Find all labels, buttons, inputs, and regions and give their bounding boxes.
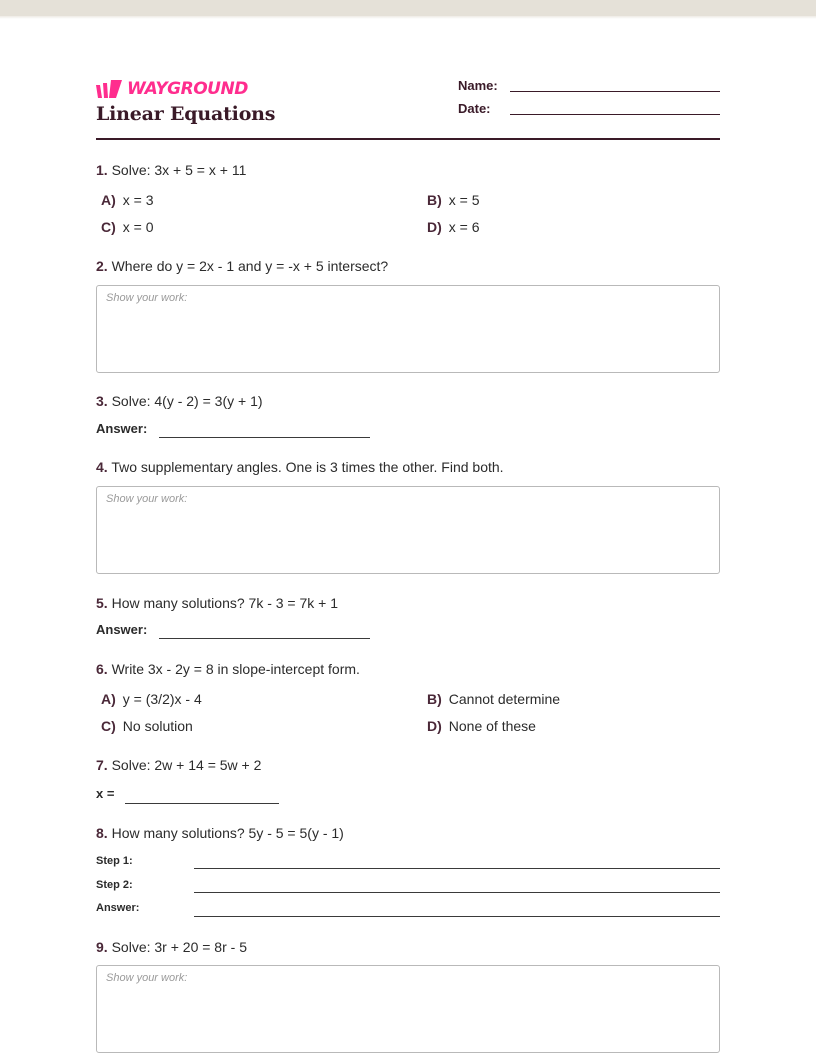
option-a[interactable] — [101, 691, 202, 707]
question-number: 8. — [96, 825, 108, 841]
brand-logo — [96, 78, 248, 100]
question-text: Solve: 2w + 14 = 5w + 2 — [111, 757, 262, 773]
question-number: 4. — [96, 459, 108, 475]
option-b[interactable] — [427, 691, 560, 707]
question-number: 2. — [96, 258, 108, 274]
answer-line[interactable] — [125, 803, 279, 804]
option-c[interactable] — [101, 219, 154, 235]
question-6 — [96, 661, 360, 677]
work-box[interactable] — [96, 285, 720, 373]
question-7 — [96, 757, 261, 773]
worksheet-title: Linear Equations — [96, 103, 276, 125]
page-top-edge — [0, 0, 816, 16]
option-c[interactable] — [101, 718, 193, 734]
answer-line[interactable] — [159, 638, 370, 639]
option-text: x = 3 — [122, 192, 154, 208]
option-b[interactable] — [427, 192, 480, 208]
step-2-line[interactable] — [194, 892, 720, 893]
wayground-logo-icon — [96, 80, 124, 98]
step-answer-line[interactable] — [194, 916, 720, 917]
question-number: 5. — [96, 595, 108, 611]
option-letter: D) — [427, 219, 442, 235]
answer-label: x = — [96, 786, 115, 801]
option-a[interactable] — [101, 192, 154, 208]
question-text: Solve: 3r + 20 = 8r - 5 — [111, 939, 247, 955]
answer-label: Answer: — [96, 622, 148, 637]
question-text: Write 3x - 2y = 8 in slope-intercept form. — [111, 661, 360, 677]
option-letter: B) — [427, 691, 442, 707]
question-number: 3. — [96, 393, 108, 409]
option-letter: A) — [101, 691, 116, 707]
name-label: Name: — [458, 78, 498, 93]
question-1 — [96, 162, 246, 178]
work-box[interactable] — [96, 486, 720, 574]
answer-label: Answer: — [96, 421, 148, 436]
question-number: 1. — [96, 162, 108, 178]
step-2-label: Step 2: — [96, 879, 133, 891]
question-number: 9. — [96, 939, 108, 955]
question-text: How many solutions? 7k - 3 = 7k + 1 — [111, 595, 339, 611]
work-placeholder: Show your work: — [106, 972, 188, 984]
step-1-label: Step 1: — [96, 855, 133, 867]
question-text: Where do y = 2x - 1 and y = -x + 5 intersect? — [111, 258, 389, 274]
option-text: None of these — [448, 718, 536, 734]
name-line[interactable] — [510, 91, 720, 92]
question-9 — [96, 939, 247, 955]
option-text: x = 6 — [448, 219, 480, 235]
date-line[interactable] — [510, 114, 720, 115]
work-placeholder: Show your work: — [106, 493, 188, 505]
option-text: No solution — [122, 718, 193, 734]
date-label: Date: — [458, 101, 491, 116]
question-5 — [96, 595, 338, 611]
step-answer-label: Answer: — [96, 902, 140, 914]
work-box[interactable] — [96, 965, 720, 1053]
option-letter: C) — [101, 718, 116, 734]
question-text: Solve: 3x + 5 = x + 11 — [111, 162, 247, 178]
question-text: How many solutions? 5y - 5 = 5(y - 1) — [111, 825, 344, 841]
answer-line[interactable] — [159, 437, 370, 438]
question-text: Two supplementary angles. One is 3 times the other. Find both. — [111, 459, 504, 475]
work-placeholder: Show your work: — [106, 292, 188, 304]
header-divider — [96, 138, 720, 140]
option-text: x = 0 — [122, 219, 154, 235]
step-1-line[interactable] — [194, 868, 720, 869]
question-4 — [96, 459, 504, 475]
question-2 — [96, 258, 388, 274]
question-3 — [96, 393, 263, 409]
option-letter: D) — [427, 718, 442, 734]
option-text: y = (3/2)x - 4 — [122, 691, 202, 707]
option-d[interactable] — [427, 219, 480, 235]
option-text: Cannot determine — [448, 691, 561, 707]
question-number: 6. — [96, 661, 108, 677]
brand-name: WAYGROUND — [127, 79, 248, 99]
question-number: 7. — [96, 757, 108, 773]
question-8 — [96, 825, 344, 841]
option-text: x = 5 — [448, 192, 480, 208]
option-letter: A) — [101, 192, 116, 208]
question-text: Solve: 4(y - 2) = 3(y + 1) — [111, 393, 263, 409]
option-letter: B) — [427, 192, 442, 208]
option-letter: C) — [101, 219, 116, 235]
option-d[interactable] — [427, 718, 536, 734]
